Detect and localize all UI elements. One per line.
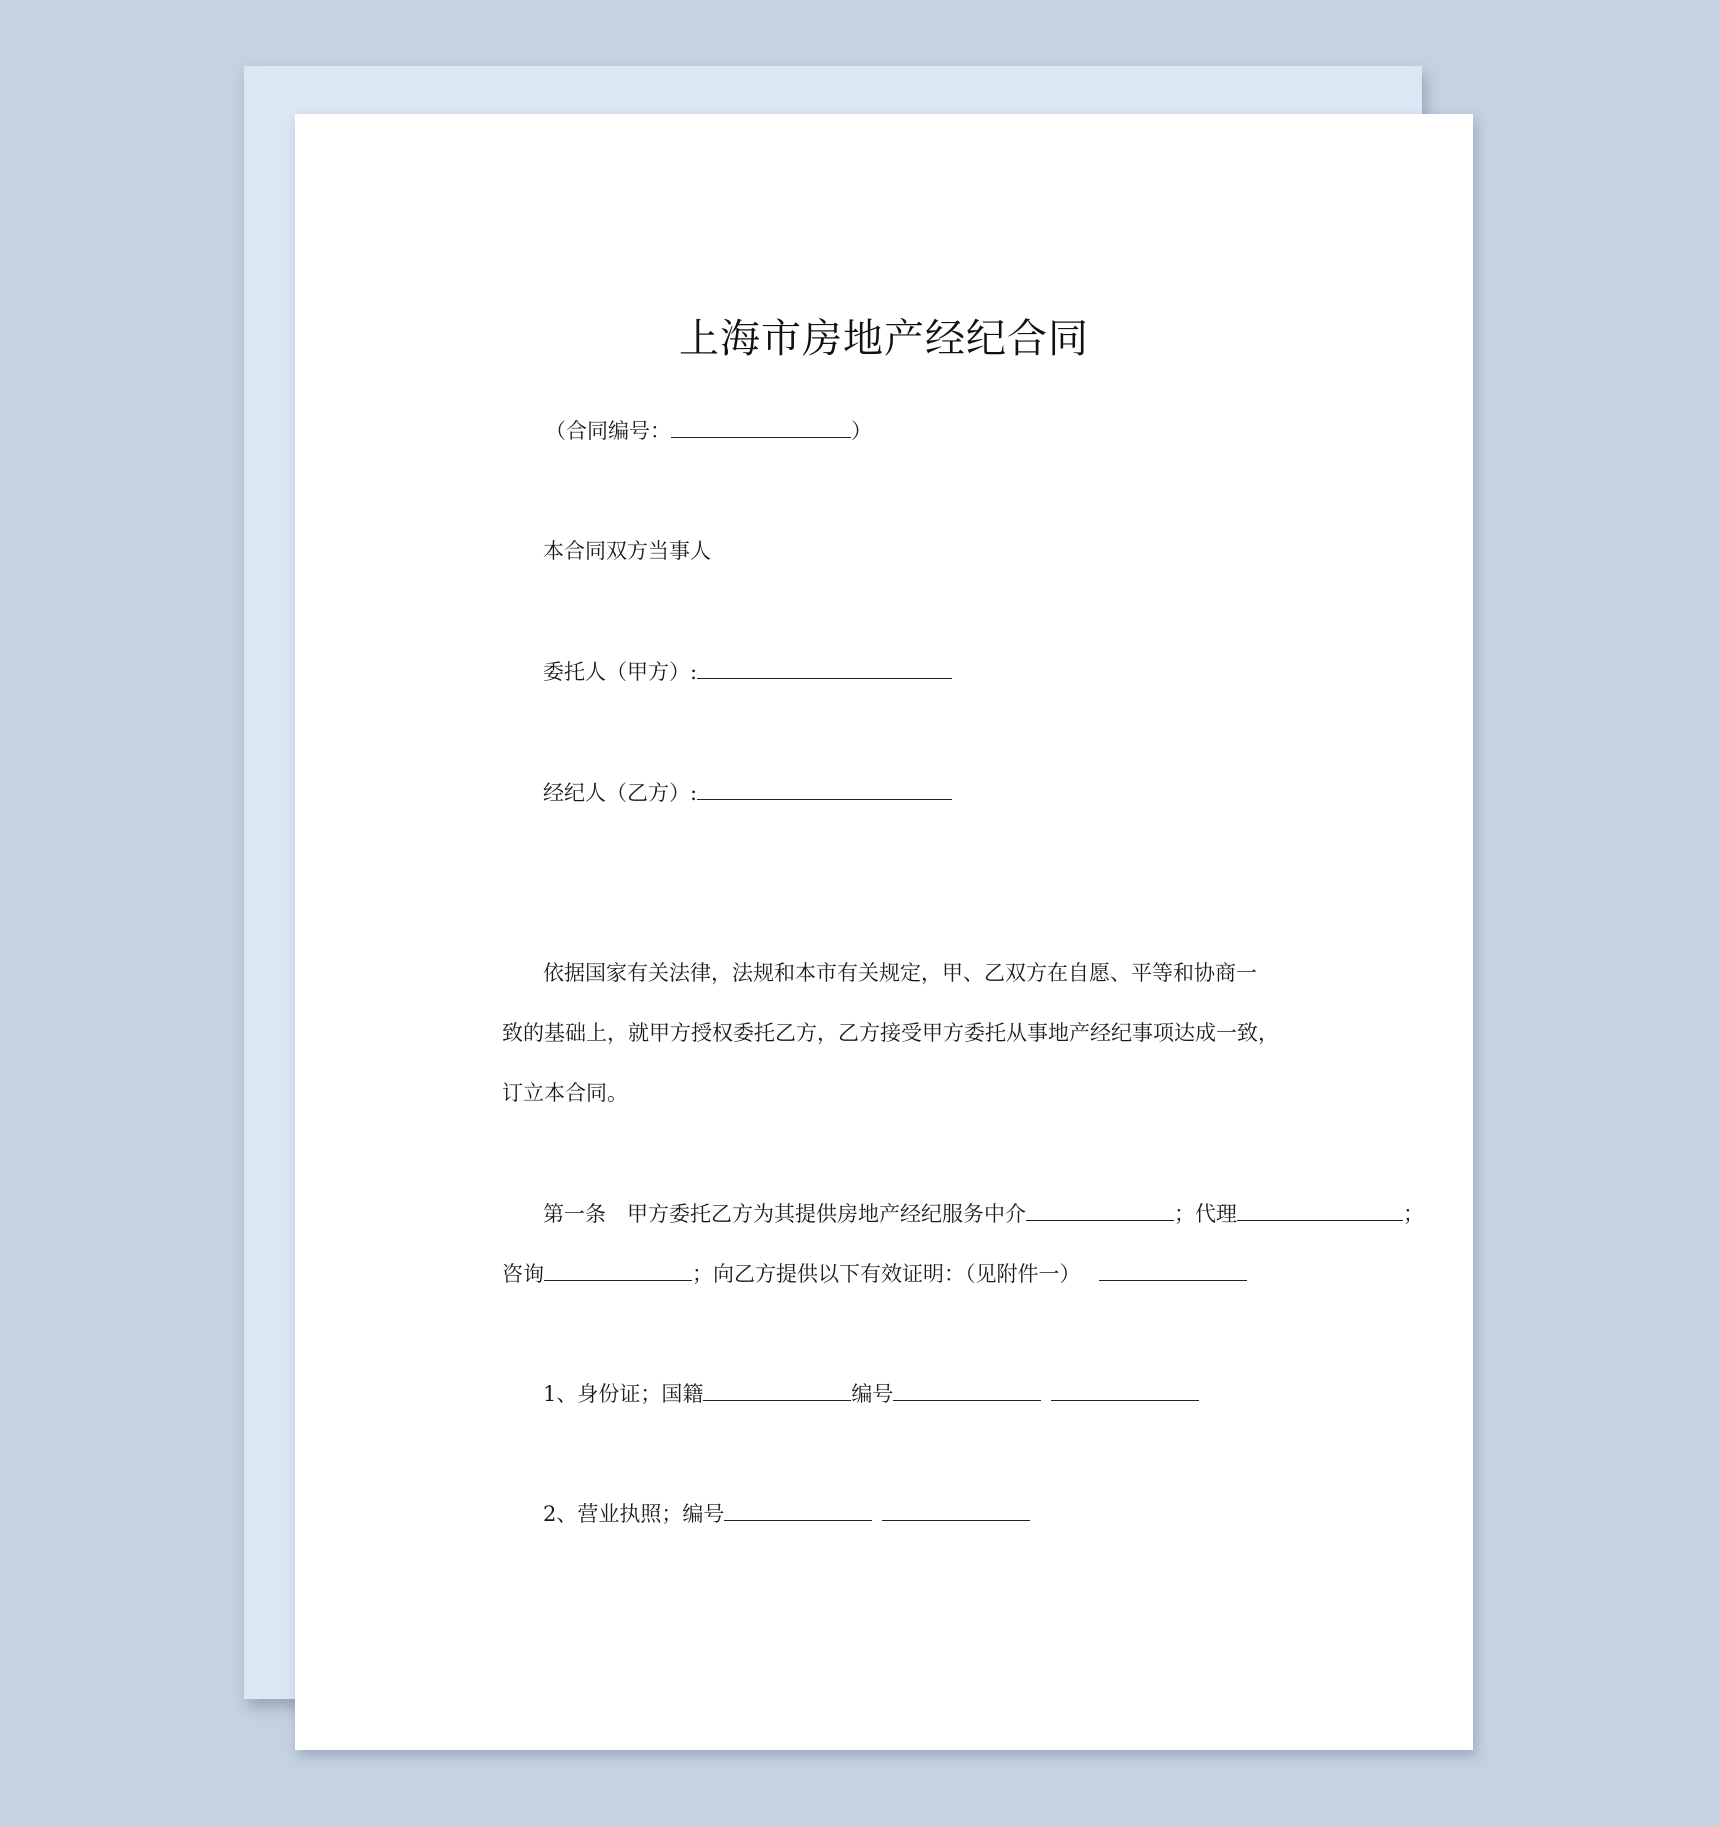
business-license-label: 2、营业执照；编号	[543, 1502, 725, 1526]
contract-number-blank[interactable]	[671, 417, 851, 438]
nationality-blank[interactable]	[703, 1380, 851, 1401]
id-number-blank[interactable]	[893, 1380, 1041, 1401]
preamble-line-3	[502, 1079, 628, 1107]
party-b-label: 经纪人（乙方）:	[543, 781, 698, 805]
item-2-line	[543, 1500, 1030, 1528]
semicolon: ；	[1403, 1202, 1424, 1226]
preamble-text-1: 依据国家有关法律，法规和本市有关规定，甲、乙双方在自愿、平等和协商一	[543, 961, 1257, 985]
agency-blank[interactable]	[1237, 1200, 1403, 1221]
id-number-label: 编号	[851, 1382, 894, 1406]
parties-heading-text: 本合同双方当事人	[543, 539, 711, 563]
contract-number-label: （合同编号：	[545, 419, 671, 443]
preamble-line-2	[502, 1019, 1279, 1047]
agency-label: ；代理	[1174, 1202, 1237, 1226]
article-1-line-1	[543, 1200, 1424, 1228]
party-a-label: 委托人（甲方）:	[543, 660, 698, 684]
certificate-text: ；向乙方提供以下有效证明：（见附件一）	[692, 1262, 1081, 1286]
preamble-line-1	[543, 959, 1257, 987]
party-a-blank[interactable]	[697, 658, 952, 679]
preamble-text-2: 致的基础上，就甲方授权委托乙方，乙方接受甲方委托从事地产经纪事项达成一致，	[502, 1021, 1279, 1045]
id-extra-blank[interactable]	[1051, 1380, 1199, 1401]
id-card-label: 1、身份证；国籍	[543, 1382, 704, 1406]
consulting-label: 咨询	[502, 1262, 544, 1286]
consulting-blank[interactable]	[544, 1260, 692, 1281]
article-1-line-2	[502, 1260, 1247, 1288]
document-title: 上海市房地产经纪合同	[679, 316, 1089, 362]
party-b-blank[interactable]	[697, 779, 952, 800]
intermediary-blank[interactable]	[1026, 1200, 1174, 1221]
parties-heading	[543, 537, 711, 565]
license-extra-blank[interactable]	[882, 1500, 1030, 1521]
contract-number-line	[545, 417, 872, 445]
certificate-blank[interactable]	[1099, 1260, 1247, 1281]
preamble-text-3: 订立本合同。	[502, 1081, 628, 1105]
party-b-line	[543, 779, 952, 807]
party-a-line	[543, 658, 952, 686]
item-1-line	[543, 1380, 1199, 1408]
contract-number-close: ）	[851, 419, 872, 443]
document-page	[295, 114, 1473, 1750]
article-1-text: 第一条 甲方委托乙方为其提供房地产经纪服务中介	[543, 1202, 1026, 1226]
license-number-blank[interactable]	[724, 1500, 872, 1521]
